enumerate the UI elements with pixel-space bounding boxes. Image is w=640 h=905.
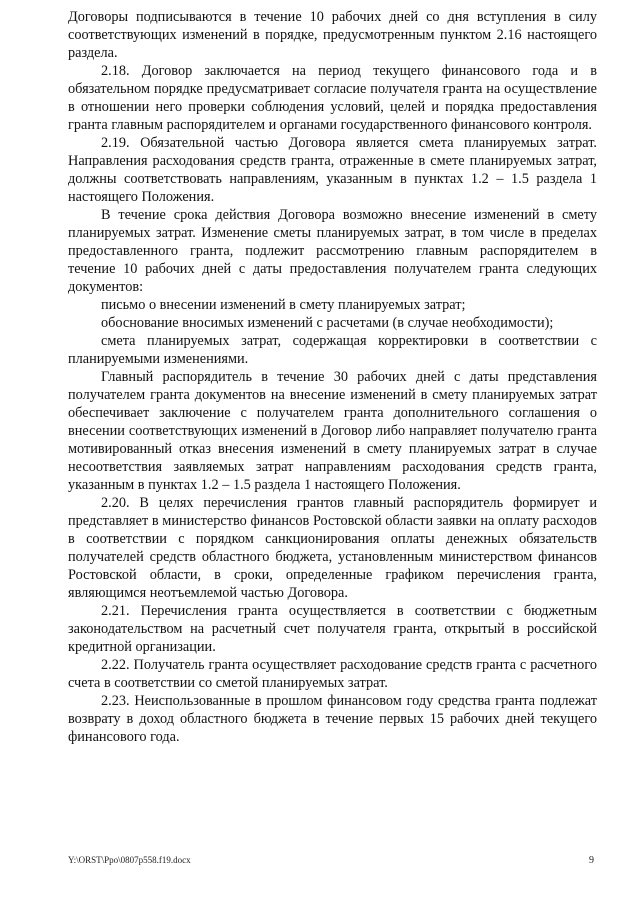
paragraph-2-22: 2.22. Получатель гранта осуществляет расходование средств гранта с расчетного счета в соответствии со сметой планируемых затрат. bbox=[68, 657, 597, 691]
paragraph-contracts-signed: Договоры подписываются в течение 10 рабочих дней со дня вступления в силу соответствующих изменений в порядке, предусмотренным пунктом 2.16 настоящего раздела. bbox=[68, 9, 597, 61]
paragraph-2-21: 2.21. Перечисления гранта осуществляется в соответствии с бюджетным законодательством на расчетный счет получателя гранта, открытый в российской кредитной организации. bbox=[68, 603, 597, 655]
list-item-estimate: смета планируемых затрат, содержащая корректировки в соответствии с планируемыми изменениями. bbox=[68, 333, 597, 367]
paragraph-2-18: 2.18. Договор заключается на период текущего финансового года и в обязательном порядке предусматривает согласие получателя гранта на осуществление в отношении него проверки соблюдения условий, целей и порядка предоставления гранта главным распорядителем и органами государственного финансового контроля. bbox=[68, 63, 597, 133]
paragraph-2-23: 2.23. Неиспользованные в прошлом финансовом году средства гранта подлежат возврату в доход областного бюджета в течение первых 15 рабочих дней текущего финансового года. bbox=[68, 693, 597, 745]
paragraph-estimate-changes: В течение срока действия Договора возможно внесение изменений в смету планируемых затрат. Изменение сметы планируемых затрат, в том числе в пределах предоставленного гранта, подлежит рассмотрению главным распорядителем в течение 10 рабочих дней с даты предоставления получателем гранта следующих документов: bbox=[68, 207, 597, 295]
list-item-letter: письмо о внесении изменений в смету планируемых затрат; bbox=[101, 297, 466, 313]
paragraph-2-20: 2.20. В целях перечисления грантов главный распорядитель формирует и представляет в министерство финансов Ростовской области заявки на оплату расходов в соответствии с порядком санкционирования оплаты денежных обязательств получателей средств областного бюджета, установленным министерством финансов Ростовской области, в сроки, определенные графиком перечисления гранта, являющимся неотъемлемой частью Договора. bbox=[68, 495, 597, 601]
paragraph-chief-30-days: Главный распорядитель в течение 30 рабочих дней с даты представления получателем гранта документов на внесение изменений в смету планируемых затрат обеспечивает заключение с получателем гранта дополнительного соглашения о внесении соответствующих изменений в Договор либо направляет получателю гранта мотивированный отказ внесения изменений в смету планируемых затрат в случае несоответствия заявляемых затрат направлениям расходования средств гранта, указанным в пунктах 1.2 – 1.5 раздела 1 настоящего Положения. bbox=[68, 369, 597, 493]
list-item-justification: обоснование вносимых изменений с расчетами (в случае необходимости); bbox=[101, 315, 554, 331]
paragraph-2-19: 2.19. Обязательной частью Договора является смета планируемых затрат. Направления расходования средств гранта, отраженные в смете планируемых затрат, должны соответствовать направлениям, указанным в пунктах 1.2 – 1.5 раздела 1 настоящего Положения. bbox=[68, 135, 597, 205]
footer-page-number: 9 bbox=[589, 855, 594, 866]
footer-file-path: Y:\ORST\Ppo\0807p558.f19.docx bbox=[68, 855, 191, 865]
document-body bbox=[68, 8, 597, 746]
